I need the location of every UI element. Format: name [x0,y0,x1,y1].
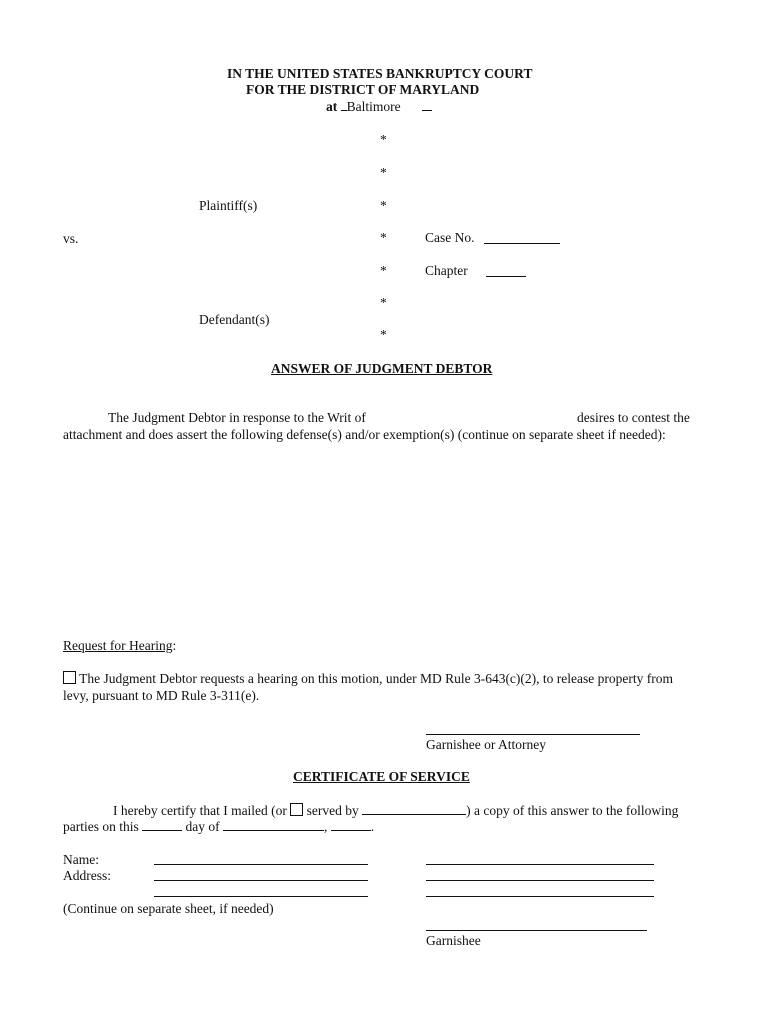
court-title-line2: FOR THE DISTRICT OF MARYLAND [246,82,480,97]
party2-address-field[interactable] [426,880,654,881]
caption-star: * [380,132,387,147]
plaintiff-label: Plaintiff(s) [199,198,258,213]
continue-note: (Continue on separate sheet, if needed) [63,901,274,916]
location-value: Baltimore [346,99,401,114]
day-field[interactable] [142,819,182,831]
party1-address-field-2[interactable] [154,896,368,897]
hearing-line1: The Judgment Debtor requests a hearing on this motion, under MD Rule 3-643(c)(2), to release property from [63,671,673,687]
caption-star: * [380,327,387,342]
month-field[interactable] [223,819,324,831]
hearing-request-checkbox[interactable] [63,671,76,684]
chapter-label: Chapter [425,263,468,278]
caption-star: * [380,295,387,310]
case-no-label: Case No. [425,230,475,245]
case-no-field[interactable] [484,243,560,244]
served-by-checkbox[interactable] [290,803,303,816]
party1-address-field[interactable] [154,880,368,881]
caption-star: * [380,263,387,278]
served-by-field[interactable] [362,803,466,815]
court-location [326,99,432,115]
party1-name-field[interactable] [154,864,368,865]
certificate-line2: parties on this day of , . [63,819,375,834]
caption-star: * [380,165,387,180]
year-field[interactable] [331,819,371,831]
court-title-line1: IN THE UNITED STATES BANKRUPTCY COURT [227,66,533,81]
caption-star: * [380,198,387,213]
address-label: Address: [63,868,111,883]
certificate-line1: I hereby certify that I mailed (or served by ) a copy of this answer to the following [113,803,679,818]
answer-paragraph-part2: desires to contest the [577,410,690,425]
hearing-line2: levy, pursuant to MD Rule 3-311(e). [63,688,260,703]
answer-paragraph-line2: attachment and does assert the following defense(s) and/or exemption(s) (continue on separate sheet if needed): [63,427,666,442]
at-label: at [326,99,338,114]
chapter-field[interactable] [486,276,526,277]
party2-name-field[interactable] [426,864,654,865]
answer-paragraph-part1: The Judgment Debtor in response to the Writ of [108,410,366,425]
vs-label: vs. [63,231,79,246]
answer-title: ANSWER OF JUDGMENT DEBTOR [271,361,493,376]
hearing-heading: Request for Hearing: [63,638,177,653]
garnishee-signature-label: Garnishee [426,933,481,948]
defendant-label: Defendant(s) [199,312,270,327]
certificate-title: CERTIFICATE OF SERVICE [293,769,470,784]
caption-star: * [380,230,387,245]
name-label: Name: [63,852,99,867]
attorney-signature-label: Garnishee or Attorney [426,737,546,752]
garnishee-signature-line[interactable] [426,930,647,931]
party2-address-field-2[interactable] [426,896,654,897]
attorney-signature-line[interactable] [426,734,640,735]
